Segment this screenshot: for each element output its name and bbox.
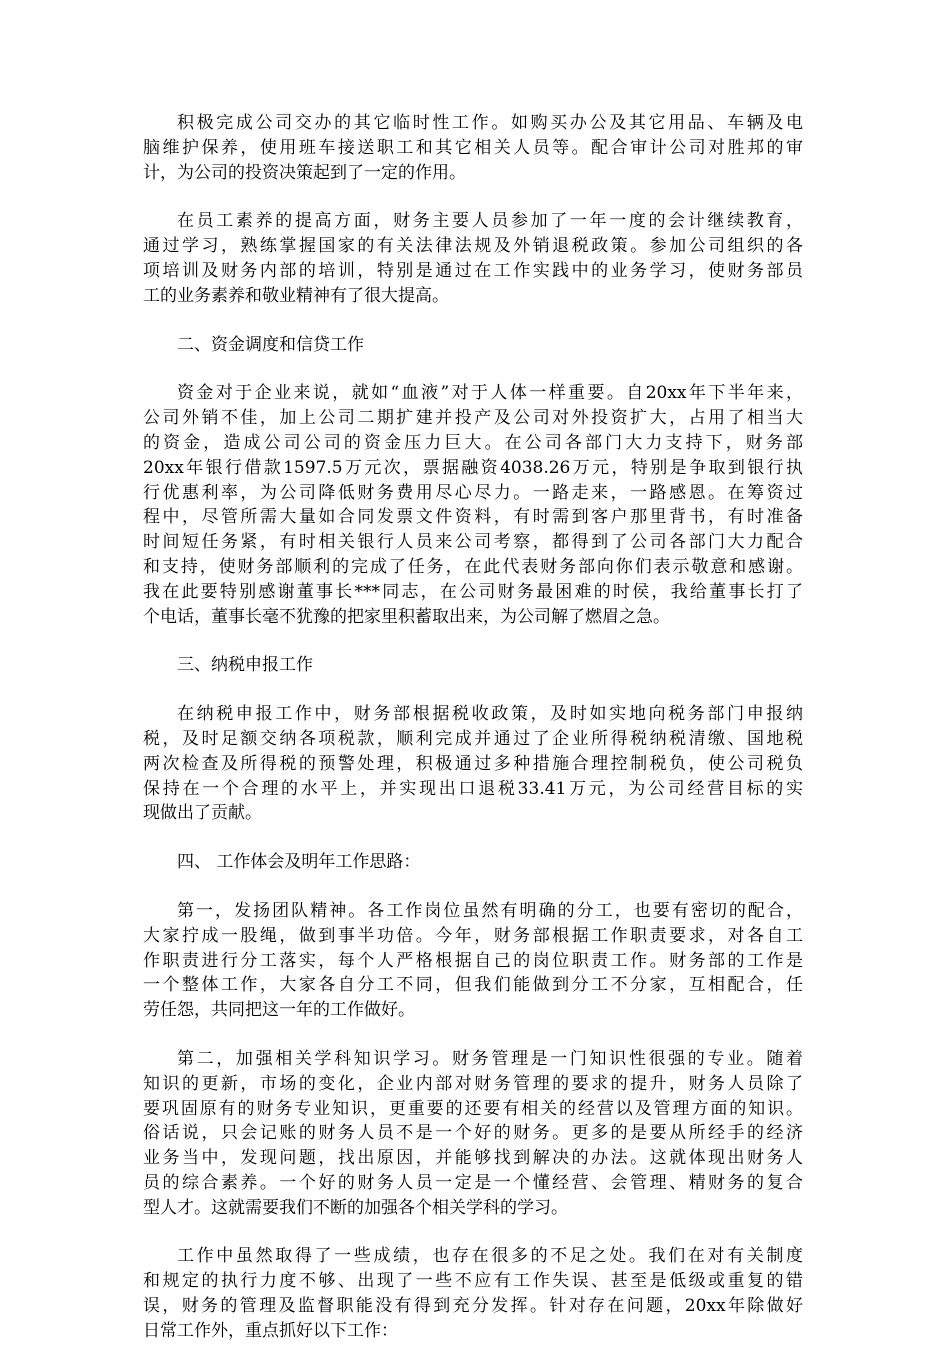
- paragraph-line: 通过学习，熟练掌握国家的有关法律法规及外销退税政策。参加公司组织的各: [143, 236, 803, 257]
- paragraph-line: 程中，尽管所需大量如合同发票文件资料，有时需到客户那里背书，有时准备: [143, 507, 803, 528]
- paragraph-line: 工作中虽然取得了一些成绩，也存在很多的不足之处。我们在对有关制度: [177, 1246, 803, 1267]
- paragraph-line: 第二，加强相关学科知识学习。财务管理是一门知识性很强的专业。随着: [177, 1048, 803, 1069]
- paragraph-line: 误，财务的管理及监督职能没有得到充分发挥。针对存在问题，20xx年除做好: [143, 1296, 803, 1317]
- paragraph-line: 第一，发扬团队精神。各工作岗位虽然有明确的分工，也要有密切的配合，: [177, 900, 803, 921]
- paragraph-line: 知识的更新，市场的变化，企业内部对财务管理的要求的提升，财务人员除了: [143, 1073, 803, 1094]
- paragraph-line: 作职责进行分工落实，每个人严格根据自己的岗位职责工作。财务部的工作是: [143, 950, 803, 971]
- paragraph-line: 劳任怨，共同把这一年的工作做好。: [143, 1000, 415, 1021]
- paragraph-line: 要巩固原有的财务专业知识，更重要的还要有相关的经营以及管理方面的知识。: [143, 1098, 803, 1119]
- paragraph-line: 两次检查及所得税的预警处理，积极通过多种措施合理控制税负，使公司税负: [143, 753, 803, 774]
- paragraph-line: 资金对于企业来说，就如“血液”对于人体一样重要。自20xx年下半年来，: [177, 383, 803, 404]
- paragraph: [143, 209, 803, 308]
- paragraph-line: 我在此要特别感谢董事长***同志，在公司财务最困难的时侯，我给董事长打了: [143, 581, 803, 602]
- paragraph-line: 型人才。这就需要我们不断的加强各个相关学科的学习。: [143, 1197, 568, 1218]
- paragraph-line: 俗话说，只会记账的财务人员不是一个好的财务。更多的是要从所经手的经济: [143, 1123, 803, 1144]
- paragraph-line: 计，为公司的投资决策起到了一定的作用。: [143, 162, 466, 183]
- section-heading: 三、纳税申报工作: [177, 655, 313, 676]
- section-heading: 四、 工作体会及明年工作思路：: [177, 852, 421, 873]
- paragraph-line: 保持在一个合理的水平上，并实现出口退税33.41万元，为公司经营目标的实: [143, 778, 803, 799]
- document-body: [143, 111, 803, 1368]
- paragraph-line: 积极完成公司交办的其它临时性工作。如购买办公及其它用品、车辆及电: [177, 113, 803, 133]
- paragraph-line: 在纳税申报工作中，财务部根据税收政策，及时如实地向税务部门申报纳: [177, 704, 803, 725]
- paragraph-line: 在员工素养的提高方面，财务主要人员参加了一年一度的会计继续教育，: [177, 211, 803, 232]
- paragraph-line: 公司外销不佳，加上公司二期扩建并投产及公司对外投资扩大，占用了相当大: [143, 408, 803, 429]
- paragraph-line: 和支持，使财务部顺利的完成了任务，在此代表财务部向你们表示敬意和感谢。: [143, 556, 803, 577]
- paragraph: [143, 702, 803, 826]
- paragraph-line: 20xx年银行借款1597.5万元次，票据融资4038.26万元，特别是争取到银行执: [143, 457, 803, 478]
- paragraph-line: 的资金，造成公司公司的资金压力巨大。在公司各部门大力支持下，财务部: [143, 432, 803, 453]
- paragraph-line: 行优惠利率，为公司降低财务费用尽心尽力。一路走来，一路感恩。在筹资过: [143, 482, 803, 503]
- paragraph: [143, 111, 803, 185]
- paragraph-line: 项培训及财务内部的培训，特别是通过在工作实践中的业务学习，使财务部员: [143, 260, 803, 281]
- paragraph-line: 业务当中，发现问题，找出原因，并能够找到解决的办法。这就体现出财务人: [143, 1148, 803, 1169]
- paragraph-line: 日常工作外，重点抓好以下工作：: [143, 1320, 398, 1341]
- paragraph-line: 员的综合素养。一个好的财务人员一定是一个懂经营、会管理、精财务的复合: [143, 1172, 803, 1193]
- paragraph-line: 时间短任务紧，有时相关银行人员来公司考察，都得到了公司各部门大力配合: [143, 532, 803, 553]
- paragraph-line: 大家拧成一股绳，做到事半功倍。今年，财务部根据工作职责要求，对各自工: [143, 925, 803, 946]
- paragraph-line: 和规定的执行力度不够、出现了一些不应有工作失误、甚至是低级或重复的错: [143, 1271, 803, 1292]
- paragraph: [143, 899, 803, 1023]
- paragraph-line: 工的业务素养和敬业精神有了很大提高。: [143, 285, 449, 306]
- section-heading: 二、资金调度和信贷工作: [177, 334, 364, 355]
- paragraph: [143, 1244, 803, 1343]
- paragraph-line: 个电话，董事长毫不犹豫的把家里积蓄取出来，为公司解了燃眉之急。: [143, 606, 670, 627]
- paragraph: [143, 1047, 803, 1221]
- paragraph-line: 一个整体工作，大家各自分工不同，但我们能做到分工不分家，互相配合，任: [143, 975, 803, 996]
- paragraph-line: 税，及时足额交纳各项税款，顺利完成并通过了企业所得税纳税清缴、国地税: [143, 728, 803, 749]
- paragraph-line: 脑维护保养，使用班车接送职工和其它相关人员等。配合审计公司对胜邦的审: [143, 137, 803, 158]
- paragraph: [143, 381, 803, 629]
- paragraph-line: 现做出了贡献。: [143, 803, 262, 824]
